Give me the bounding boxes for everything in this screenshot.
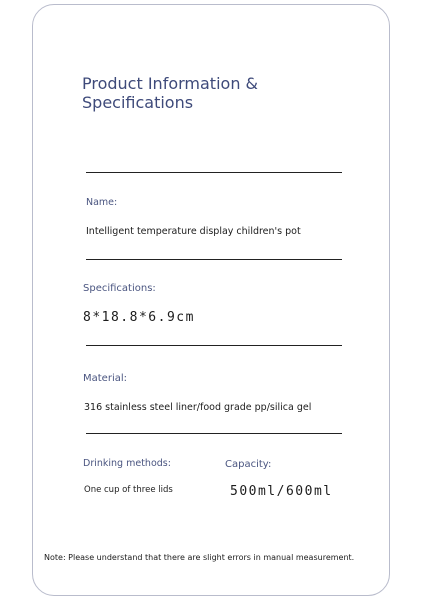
drinking-methods-label: Drinking methods: bbox=[83, 458, 171, 469]
measurement-note: Note: Please understand that there are slight errors in manual measurement. bbox=[44, 553, 355, 562]
material-label: Material: bbox=[83, 373, 127, 384]
title-line-2: Specifications bbox=[82, 93, 194, 112]
material-value: 316 stainless steel liner/food grade pp/silica gel bbox=[84, 402, 312, 413]
divider-name bbox=[86, 259, 342, 260]
specifications-value: 8*18.8*6.9cm bbox=[83, 310, 195, 325]
name-label: Name: bbox=[86, 197, 118, 208]
capacity-value: 500ml/600ml bbox=[230, 484, 333, 499]
page-title bbox=[82, 74, 312, 112]
drinking-methods-value: One cup of three lids bbox=[84, 485, 173, 495]
divider-title bbox=[86, 172, 342, 173]
divider-specifications bbox=[86, 345, 342, 346]
name-value: Intelligent temperature display children's pot bbox=[86, 226, 301, 237]
divider-material bbox=[86, 433, 342, 434]
capacity-label: Capacity: bbox=[225, 459, 272, 470]
specifications-label: Specifications: bbox=[83, 283, 156, 294]
title-line-1: Product Information & bbox=[82, 74, 259, 93]
